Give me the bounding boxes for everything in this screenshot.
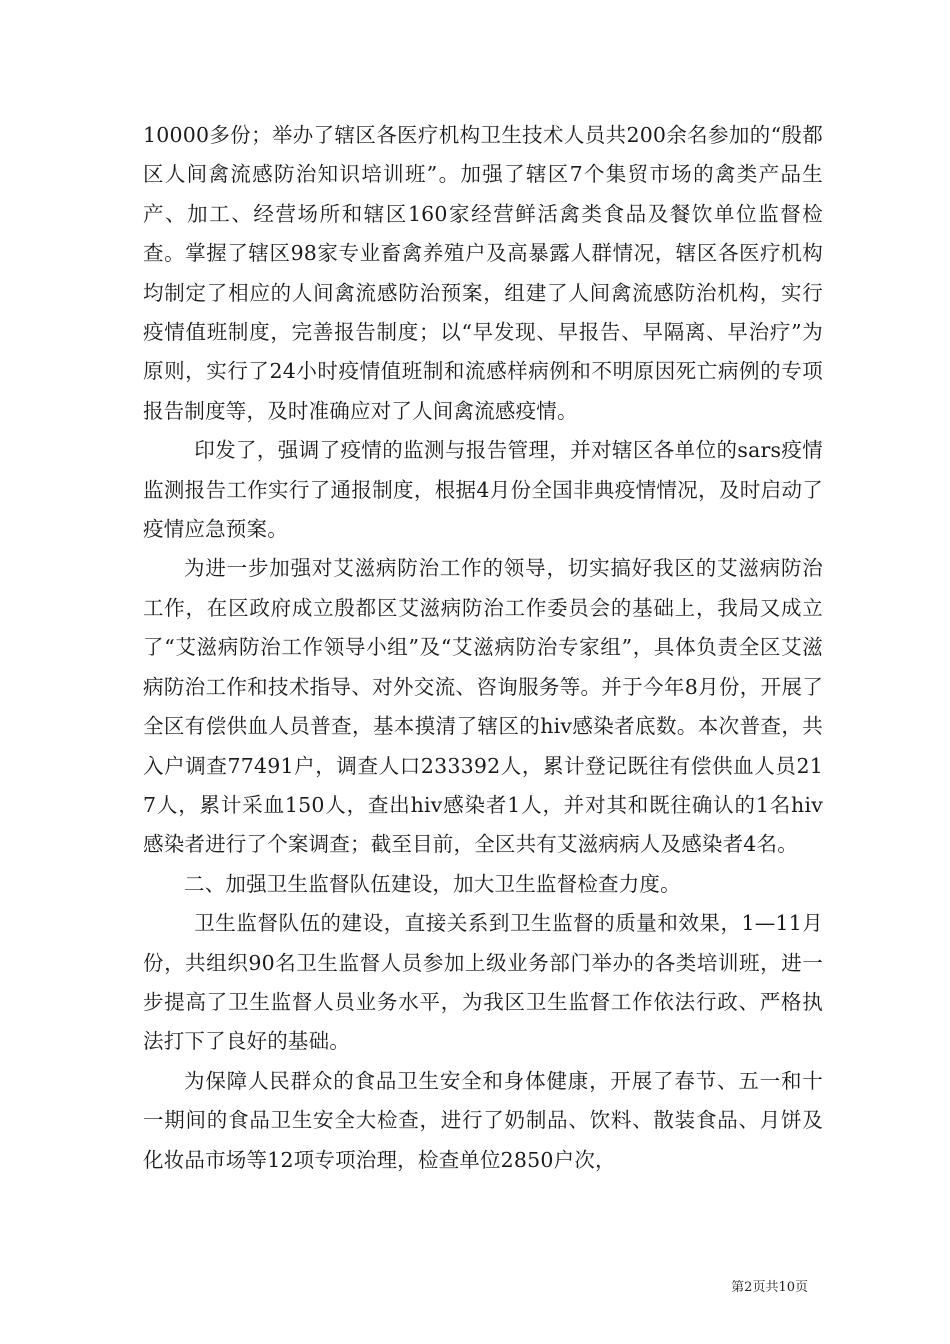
paragraph-sars-reporting: 印发了，强调了疫情的监测与报告管理，并对辖区各单位的sars疫情监测报告工作实行了通报制度，根据4月份全国非典疫情情况，及时启动了疫情应急预案。 — [143, 438, 823, 542]
section-heading-health-supervision: 二、加强卫生监督队伍建设，加大卫生监督检查力度。 — [184, 871, 681, 896]
paragraph-aids-prevention: 为进一步加强对艾滋病防治工作的领导，切实搞好我区的艾滋病防治工作，在区政府成立殷都区艾滋病防治工作委员会的基础上，我局又成立了“艾滋病防治工作领导小组”及“艾滋病防治专家组”，具体负责全区艾滋病防治工作和技术指导、对外交流、咨询服务等。并于今年8月份，开展了全区有偿供血人员普查，基本摸清了辖区的hiv感染者底数。本次普查，共入户调查77491户，调查人口233392人，累计登记既往有偿供血人员217人，累计采血150人，查出hiv感染者1人，并对其和既往确认的1名hiv感染者进行了个案调查；截至目前，全区共有艾滋病病人及感染者4名。 — [143, 556, 823, 857]
paragraph-food-safety: 为保障人民群众的食品卫生安全和身体健康，开展了春节、五一和十一期间的食品卫生安全大检查，进行了奶制品、饮料、散装食品、月饼及化妆品市场等12项专项治理，检查单位2850户次， — [143, 1068, 823, 1172]
page-number: 第2页共10页 — [731, 1280, 808, 1295]
paragraph-supervision-team: 卫生监督队伍的建设，直接关系到卫生监督的质量和效果，1—11月份，共组织90名卫生监督人员参加上级业务部门举办的各类培训班，进一步提高了卫生监督人员业务水平，为我区卫生监督工作依法行政、严格执法打下了良好的基础。 — [143, 911, 823, 1054]
paragraph-avian-flu-training: 10000多份；举办了辖区各医疗机构卫生技术人员共200余名参加的“殷都区人间禽流感防治知识培训班”。加强了辖区7个集贸市场的禽类产品生产、加工、经营场所和辖区160家经营鲜活禽类食品及餐饮单位监督检查。掌握了辖区98家专业畜禽养殖户及高暴露人群情况，辖区各医疗机构均制定了相应的人间禽流感防治预案，组建了人间禽流感防治机构，实行疫情值班制度，完善报告制度；以“早发现、早报告、早隔离、早治疗”为原则，实行了24小时疫情值班制和流感样病例和不明原因死亡病例的专项报告制度等，及时准确应对了人间禽流感疫情。 — [143, 123, 823, 423]
document-body — [143, 116, 823, 1180]
